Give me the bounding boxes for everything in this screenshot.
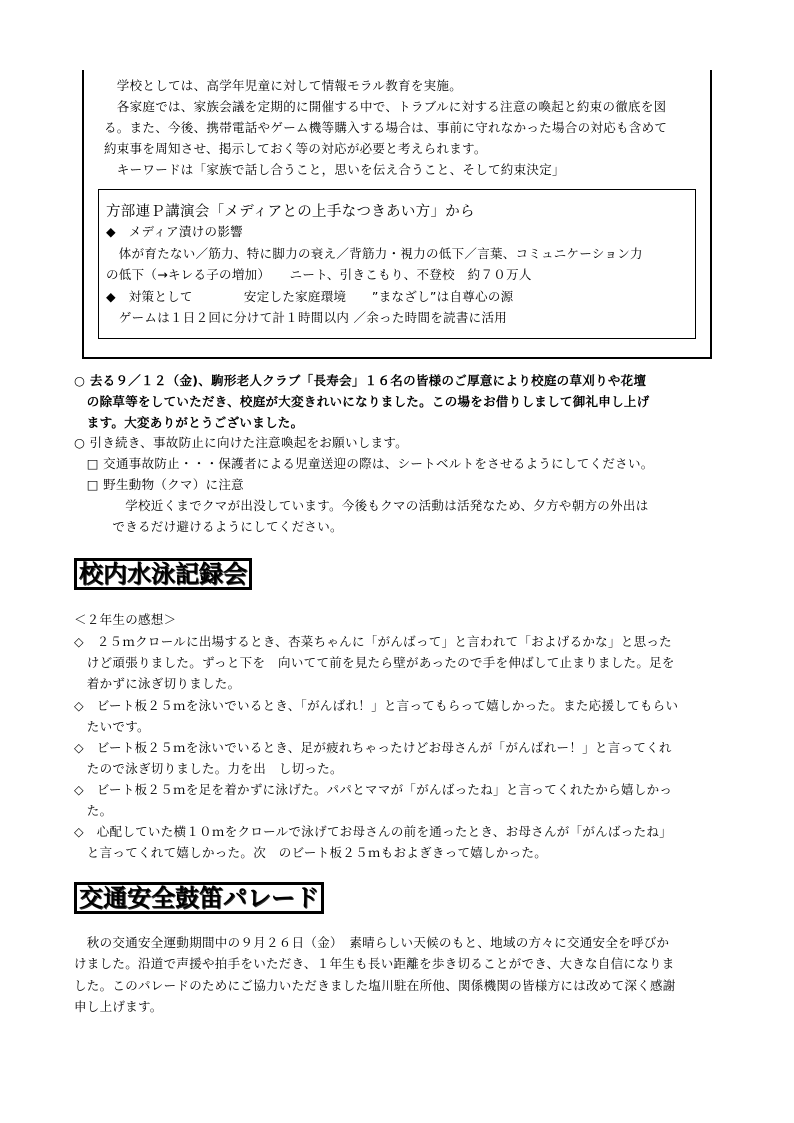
swim-comment-line: ◇ ビート板２５ｍを泳いでいるとき、足が疲れちゃったけどお母さんが「がんばれー！」と言ってくれ [74,740,672,755]
outer-box-line: 約束事を周知させ、掲示しておく等の対応が必要と考えられます。 [104,141,487,156]
swim-comment-line: ◇ ビート板２５ｍを泳いでいるとき、「がんばれ！」と言ってもらって嬉しかった。また応援してもらい [74,698,679,713]
swim-comment-line: けど頑張りました。ずっと下を 向いてて前を見たら壁があったので手を伸ばして止まりました。足を [74,655,675,670]
notice-bold-line: ○ 去る９／１２（金)、駒形老人クラブ「長寿会」１６名の皆様のご厚意により校庭の草刈りや花壇 [74,373,647,388]
notice-line: □ 野生動物（クマ）に注意 [74,477,244,492]
parade-heading: 交通安全鼓笛パレード [74,882,324,914]
parade-paragraph-line: 秋の交通安全運動期間中の９月２６日（金） 素晴らしい天候のもと、地域の方々に交通安全を呼びか [74,935,670,950]
notice-bold-line: ます。大変ありがとうございました。 [74,415,304,430]
swim-comment-line: た。 [74,803,113,818]
notice-bold-line: の除草等をしていただき、校庭が大変きれいになりました。この場をお借りしまして御礼申し上げ [74,394,650,409]
outer-box-line: 学校としては、高学年児童に対して情報モラル教育を実施。 [104,78,463,93]
notice-line: □ 交通事故防止・・・保護者による児童送迎の際は、シートベルトをさせるようにしてください。 [74,456,654,471]
swim-subheading: ＜２年生の感想＞ [74,612,177,627]
inner-box-line: 体が育たない／筋力、特に脚力の衰え／背筋力・視力の低下／言葉、コミュニケーション力 [106,246,643,261]
swim-comment-line: ◇ ビート板２５ｍを足を着かずに泳げた。パパとママが「がんばったね」と言ってくれたから嬉しかっ [74,782,673,797]
swim-heading: 校内水泳記録会 [74,558,252,590]
swim-comment-line: ◇ 心配していた横１０ｍをクロールで泳げてお母さんの前を通ったとき、お母さんが「がんばったね」 [74,824,672,839]
outer-box-left-border [82,70,84,359]
swim-comment-line: ◇ ２５ｍクロールに出場するとき、杏菜ちゃんに「がんばって」と言われて「およげるかな」と思った [74,634,672,649]
notice-line: ○ 引き続き、事故防止に向けた注意喚起をお願いします。 [74,435,408,450]
parade-paragraph-line: けました。沿道で声援や拍手をいただき、１年生も長い距離を歩き切ることができ、大きな自信になりま [74,956,675,971]
outer-box-bottom-border [82,357,712,359]
notice-line: 学校近くまでクマが出没しています。今後もクマの活動は活発なため、夕方や朝方の外出は [74,498,649,513]
inner-box-line: の低下（→キレる子の増加） ニート、引きこもり、不登校 約７０万人 [106,267,532,282]
outer-box-line: キーワードは「家族で話し合うこと，思いを伝え合うこと、そして約束決定」 [104,162,565,177]
inner-box-line: ◆ メディア漬けの影響 [106,224,243,239]
outer-box-line: 各家庭では、家族会議を定期的に開催する中で、トラブルに対する注意の喚起と約束の徹底を図 [104,99,667,114]
outer-box-right-border [710,70,712,359]
parade-paragraph-line: 申し上げます。 [74,999,163,1014]
swim-comment-line: と言ってくれて嬉しかった。次 のビート板２５ｍもおよぎきって嬉しかった。 [74,845,548,860]
inner-box-title: 方部連Ｐ講演会「メディアとの上手なつきあい方」から [106,204,475,220]
swim-comment-line: 着かずに泳ぎ切りました。 [74,676,241,691]
swim-comment-line: たいです。 [74,719,150,734]
notice-line: できるだけ避けるようにしてください。 [74,519,343,534]
swim-comment-line: たので泳ぎ切りました。力を出 し切った。 [74,761,343,776]
inner-box-line: ◆ 対策として 安定した家庭環境 ”まなざし”は自尊心の源 [106,289,514,304]
inner-box-line: ゲームは１日２回に分けて計１時間以内 ／余った時間を読書に活用 [106,310,508,325]
parade-paragraph-line: した。このパレードのためにご協力いただきました塩川駐在所他、関係機関の皆様方には改めて深く感謝 [74,978,676,993]
outer-box-line: る。また、今後、携帯電話やゲーム機等購入する場合は、事前に守れなかった場合の対応も含めて [104,120,668,135]
